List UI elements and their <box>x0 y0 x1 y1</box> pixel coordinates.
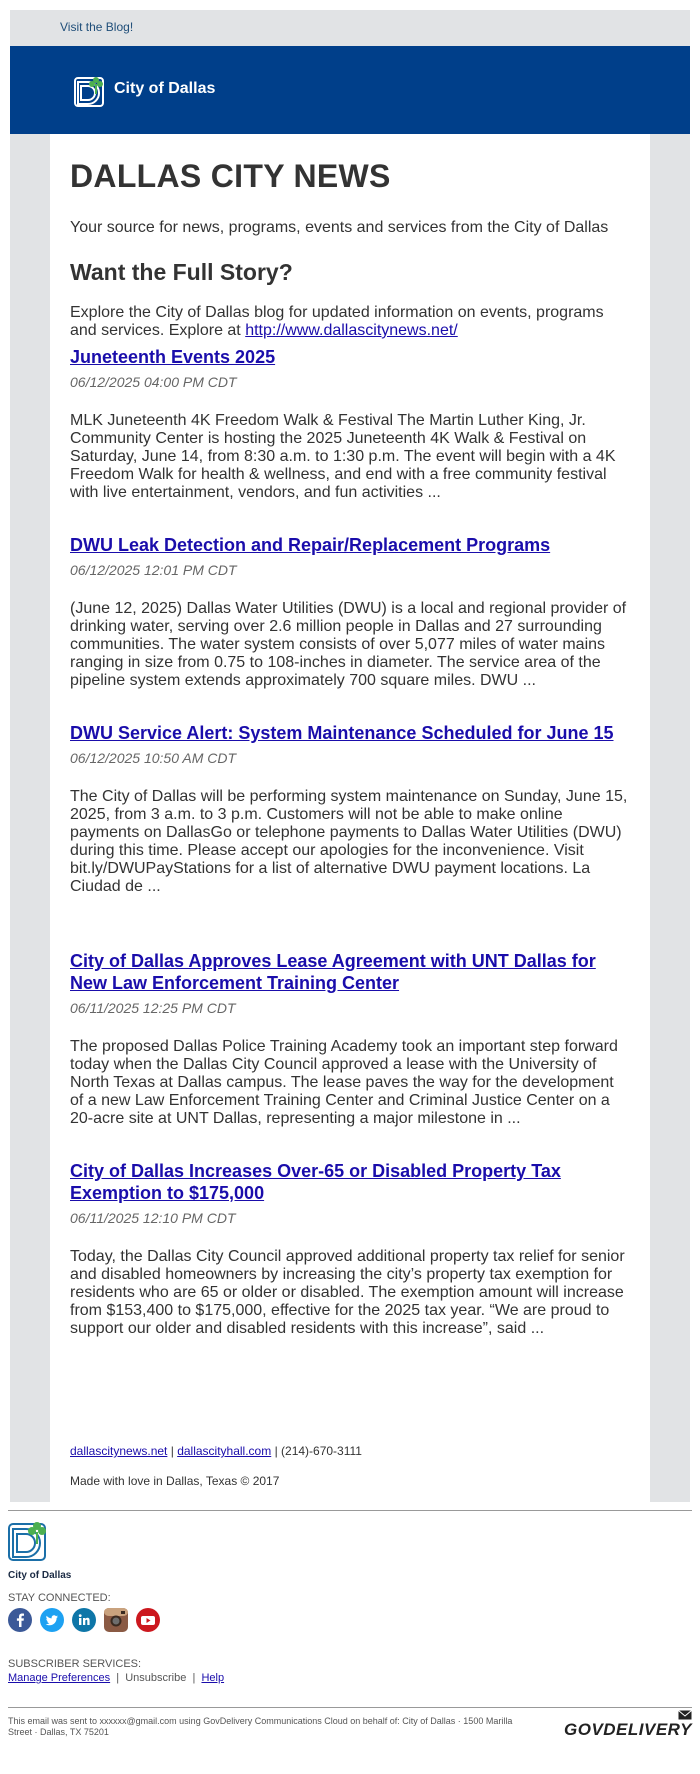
article-date: 06/11/2025 12:25 PM CDT <box>70 1000 236 1016</box>
twitter-icon[interactable] <box>40 1608 64 1632</box>
instagram-icon[interactable] <box>104 1608 128 1632</box>
article-title-link[interactable]: DWU Leak Detection and Repair/Replacement Programs <box>70 535 551 555</box>
subscriber-separator: | <box>110 1672 126 1684</box>
intro-body: Explore the City of Dallas blog for updated information on events, programs and services. Explore at <box>70 304 604 339</box>
divider <box>8 1707 692 1708</box>
youtube-icon[interactable] <box>136 1608 160 1632</box>
subscriber-services-label: SUBSCRIBER SERVICES: <box>8 1658 142 1670</box>
footer-phone: | (214)-670-3111 <box>271 1444 362 1458</box>
newsletter-content <box>50 134 650 1511</box>
article-title-link[interactable]: City of Dallas Increases Over-65 or Disabled Property Tax Exemption to $175,000 <box>70 1161 561 1203</box>
linkedin-icon[interactable] <box>72 1608 96 1632</box>
article-summary: MLK Juneteenth 4K Freedom Walk & Festival The Martin Luther King, Jr. Community Center is hosting the 2025 Juneteenth 4K Walk & Festival on Saturday, June 14, from 8:30 a.m. to 1:30 p.m. The event will begin with a 4K Freedom Walk for health & wellness, and end with a free community festival with live entertainment, vendors, and fun activities ... <box>70 412 616 501</box>
subscriber-links <box>8 1672 224 1684</box>
article-title-link[interactable]: DWU Service Alert: System Maintenance Scheduled for June 15 <box>70 723 614 743</box>
email-disclaimer: This email was sent to xxxxxx@gmail.com using GovDelivery Communications Cloud on behalf of: City of Dallas · 1500 Marilla Street · Dallas, TX 75201 <box>8 1716 513 1737</box>
article-summary: The proposed Dallas Police Training Academy took an important step forward today when the Dallas City Council approved a lease with the University of North Texas at Dallas campus. The lease paves the way for the development of a new Law Enforcement Training Center and Criminal Justice Center on a 20-acre site at UNT Dallas, representing a major milestone in ... <box>70 1038 618 1127</box>
article-title-link[interactable]: Juneteenth Events 2025 <box>70 347 276 367</box>
govdelivery-logo: GOVDELIVERY <box>564 1720 692 1739</box>
article-item <box>70 722 630 896</box>
intro-heading: Want the Full Story? <box>70 259 293 285</box>
article-date: 06/12/2025 04:00 PM CDT <box>70 374 237 390</box>
subscriber-separator: | <box>186 1672 202 1684</box>
blog-url-link[interactable]: http://www.dallascitynews.net/ <box>245 322 458 339</box>
intro-text <box>70 304 630 340</box>
bottom-brand-name: City of Dallas <box>8 1570 72 1581</box>
help-link[interactable]: Help <box>201 1672 225 1684</box>
top-bar <box>10 10 690 46</box>
envelope-icon <box>678 1710 692 1720</box>
email-frame <box>10 10 690 1502</box>
footer-separator: | <box>167 1444 178 1458</box>
dallascityhall-link[interactable]: dallascityhall.com <box>177 1444 272 1458</box>
city-of-dallas-logo-icon <box>8 1520 52 1562</box>
dallascitynews-link[interactable]: dallascitynews.net <box>70 1444 168 1458</box>
facebook-icon[interactable] <box>8 1608 32 1632</box>
manage-preferences-link[interactable]: Manage Preferences <box>8 1672 111 1684</box>
article-summary: The City of Dallas will be performing system maintenance on Sunday, June 15, 2025, from 3 a.m. to 3 p.m. Customers will not be able to make online payments on DallasGo or telephone payments to Dallas Water Utilities (DWU) during this time. Please accept our apologies for the inconvenience. Visit bit.ly/DWUPayStations for a list of alternative DWU payment locations. La Ciudad de ... <box>70 788 628 895</box>
header-banner <box>10 46 690 134</box>
page-title: DALLAS CITY NEWS <box>70 158 391 194</box>
article-date: 06/11/2025 12:10 PM CDT <box>70 1210 236 1226</box>
article-item <box>70 950 630 1128</box>
stay-connected-label: STAY CONNECTED: <box>8 1592 111 1604</box>
article-item <box>70 346 630 502</box>
footer-links <box>70 1444 362 1458</box>
article-title-link[interactable]: City of Dallas Approves Lease Agreement with UNT Dallas for New Law Enforcement Training Center <box>70 951 596 993</box>
city-of-dallas-logo-icon <box>74 74 108 108</box>
tagline: Your source for news, programs, events and services from the City of Dallas <box>70 219 609 236</box>
article-item <box>70 534 630 690</box>
article-date: 06/12/2025 12:01 PM CDT <box>70 562 237 578</box>
article-date: 06/12/2025 10:50 AM CDT <box>70 750 237 766</box>
visit-blog-link[interactable]: Visit the Blog! <box>60 20 134 34</box>
article-item <box>70 1160 630 1338</box>
divider <box>8 1510 692 1511</box>
article-summary: Today, the Dallas City Council approved additional property tax relief for senior and disabled homeowners by increasing the city’s property tax exemption for residents who are 65 or older or disabled. The exemption amount will increase from $153,400 to $175,000, effective for the 2025 tax year. “We are proud to support our older and disabled residents with this increase”, said ... <box>70 1248 625 1337</box>
article-summary: (June 12, 2025) Dallas Water Utilities (DWU) is a local and regional provider of drinking water, serving over 2.6 million people in Dallas and 27 surrounding communities. The water system consists of over 5,077 miles of water mains ranging in size from 0.75 to 108-inches in diameter. The service area of the pipeline system extends approximately 700 square miles. DWU ... <box>70 600 627 689</box>
copyright: Made with love in Dallas, Texas © 2017 <box>70 1474 280 1488</box>
unsubscribe-link[interactable]: Unsubscribe <box>125 1672 187 1684</box>
banner-brand-name: City of Dallas <box>114 80 216 97</box>
